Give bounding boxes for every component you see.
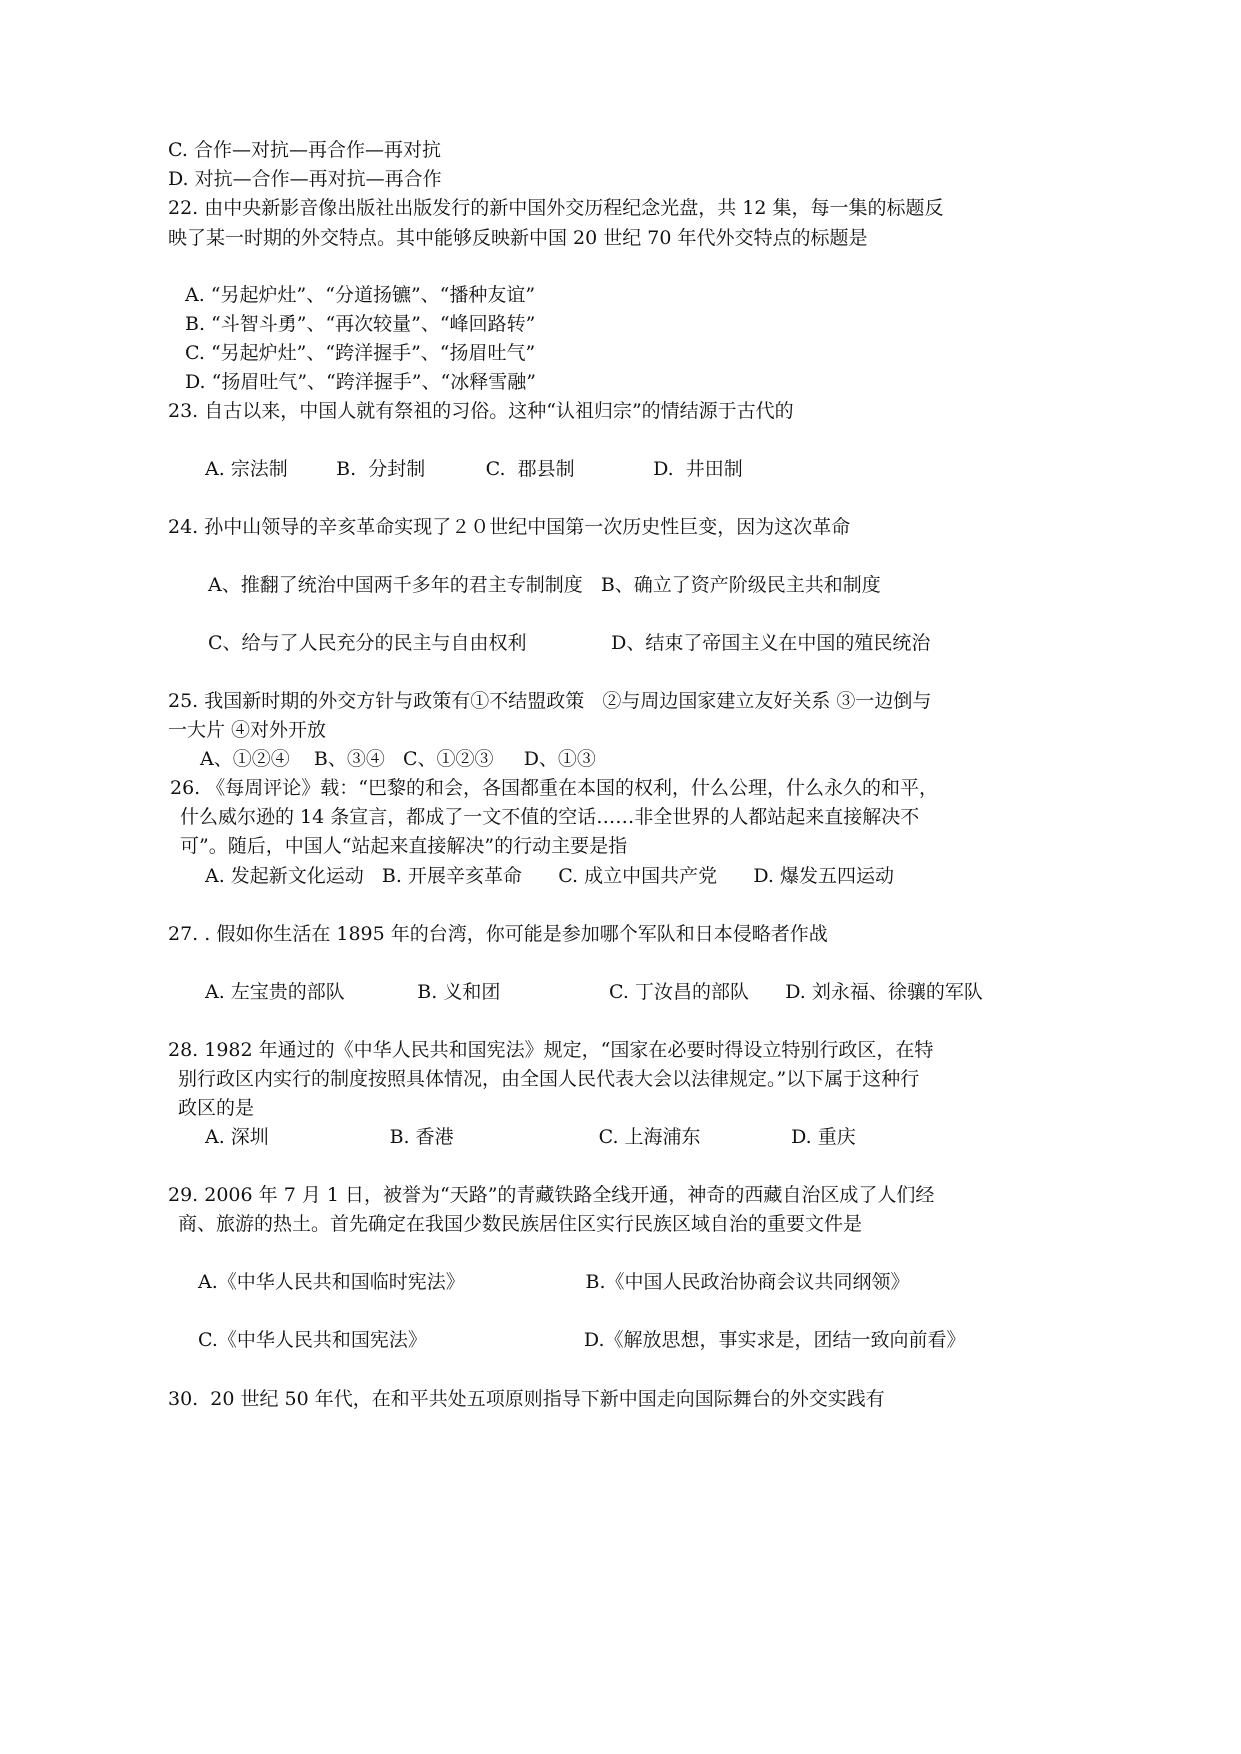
q22-option-d: D. “扬眉吐气”、“跨洋握手”、“冰释雪融” [185,371,536,393]
q29-options-ab: A.《中华人民共和国临时宪法》 B.《中国人民政治协商会议共同纲领》 [198,1271,910,1293]
q29-stem-line-2: 商、旅游的热土。首先确定在我国少数民族居住区实行民族区域自治的重要文件是 [178,1213,863,1235]
q25-stem-line-1: 25. 我国新时期的外交方针与政策有①不结盟政策 ②与周边国家建立友好关系 ③一边倒与 [168,690,932,712]
q23-stem: 23. 自古以来，中国人就有祭祖的习俗。这种“认祖归宗”的情结源于古代的 [168,400,794,422]
q22-option-a: A. “另起炉灶”、“分道扬镳”、“播种友谊” [185,284,536,306]
q26-stem-line-3: 可”。随后，中国人“站起来直接解决”的行动主要是指 [180,835,628,857]
q24-options-cd: C、给与了人民充分的民主与自由权利 D、结束了帝国主义在中国的殖民统治 [208,632,931,654]
q26-options: A. 发起新文化运动 B. 开展辛亥革命 C. 成立中国共产党 D. 爆发五四运动 [205,865,895,887]
q29-stem-line-1: 29. 2006 年 7 月 1 日，被誉为“天路”的青藏铁路全线开通，神奇的西藏自治区成了人们经 [168,1184,935,1206]
q26-stem-line-1: 26. 《每周评论》载：“巴黎的和会，各国都重在本国的权利，什么公理，什么永久的和平， [170,777,938,799]
q25-stem-line-2: 一大片 ④对外开放 [168,719,327,741]
q28-options: A. 深圳 B. 香港 C. 上海浦东 D. 重庆 [205,1126,856,1148]
q27-stem: 27. . 假如你生活在 1895 年的台湾，你可能是参加哪个军队和日本侵略者作战 [168,923,828,945]
q28-stem-line-2: 别行政区内实行的制度按照具体情况，由全国人民代表大会以法律规定。”以下属于这种行 [178,1068,920,1090]
q22-stem-line-1: 22. 由中央新影音像出版社出版发行的新中国外交历程纪念光盘，共 12 集，每一集的标题反 [168,197,944,219]
q28-stem-line-3: 政区的是 [178,1097,255,1119]
q21-option-c: C. 合作—对抗—再合作—再对抗 [168,139,441,161]
q24-options-ab: A、推翻了统治中国两千多年的君主专制制度 B、确立了资产阶级民主共和制度 [208,574,881,596]
q21-option-d: D. 对抗—合作—再对抗—再合作 [168,168,442,190]
q30-stem: 30. 20 世纪 50 年代，在和平共处五项原则指导下新中国走向国际舞台的外交实践有 [168,1388,885,1410]
q26-stem-line-2: 什么威尔逊的 14 条宣言，都成了一文不值的空话……非全世界的人都站起来直接解决不 [180,806,920,828]
q29-options-cd: C.《中华人民共和国宪法》 D.《解放思想，事实求是，团结一致向前看》 [198,1329,966,1351]
q28-stem-line-1: 28. 1982 年通过的《中华人民共和国宪法》规定，“国家在必要时得设立特别行政区，在特 [168,1039,934,1061]
q24-stem: 24. 孙中山领导的辛亥革命实现了２０世纪中国第一次历史性巨变，因为这次革命 [168,516,851,538]
q22-stem-line-2: 映了某一时期的外交特点。其中能够反映新中国 20 世纪 70 年代外交特点的标题是 [168,227,868,249]
q25-options: A、①②④ B、③④ C、①②③ D、①③ [200,748,596,770]
q23-options: A. 宗法制 B. 分封制 C. 郡县制 D. 井田制 [205,458,743,480]
q22-option-c: C. “另起炉灶”、“跨洋握手”、“扬眉吐气” [185,342,536,364]
q22-option-b: B. “斗智斗勇”、“再次较量”、“峰回路转” [185,313,536,335]
q27-options: A. 左宝贵的部队 B. 义和团 C. 丁汝昌的部队 D. 刘永福、徐骧的军队 [205,981,983,1003]
